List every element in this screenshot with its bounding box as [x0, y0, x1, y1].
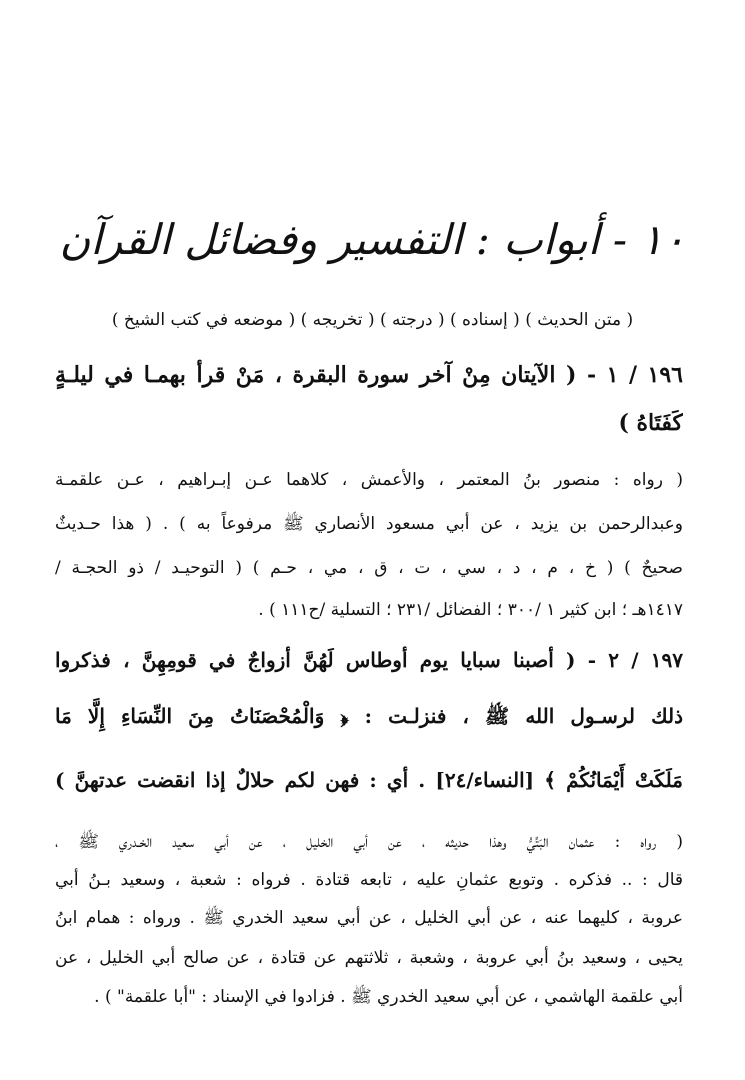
hadith-197-notes-line-1: ( رواه : عثمان البَتِّيُّ وهذا حديثه ، عن أبي الخليل ، عن أبي سعيد الخـدري ﷺ ،	[55, 832, 683, 852]
hadith-197-notes-line-4: يحيى ، وسعيد بنُ أبي عروبة ، وشعبة ، ثلاثتهم عن قتادة ، عن صالح أبي الخليل ، عن	[55, 948, 683, 968]
hadith-196-notes-line-2: وعبدالرحمن بن يزيد ، عن أبي مسعود الأنصاري ﷺ مرفوعاً به ) . ( هذا حـديثٌ	[55, 514, 683, 534]
hadith-197-matn-line-1: ١٩٧ / ٢ - ( أصبنا سبايا يوم أوطاس لَهُنَّ أزواجٌ في قومِهِنَّ ، فذكروا	[55, 648, 683, 672]
hadith-196-matn-line-1: ١٩٦ / ١ - ( الآيتان مِنْ آخر سورة البقرة ، مَنْ قرأ بهمـا في ليلـةٍ	[55, 362, 683, 388]
hadith-197-notes-line-2: قال : .. فذكره . وتوبع عثمانِ عليه ، تابعه قتادة . فرواه : شعبة ، وسعيد بـنُ أبي	[55, 870, 683, 890]
hadith-196-notes-line-3: صحيحٌ ) ( خ ، م ، د ، سي ، ت ، ق ، مي ، حـم ) ( التوحيـد / ذو الحجـة /	[55, 558, 683, 578]
hadith-197-matn-line-3: مَلَكَتْ أَيْمَانُكُمْ ﴾ [النساء/٢٤] . أي : فهن لكم حلالٌ إذا انقضت عدتهنَّ )	[55, 768, 683, 792]
hadith-197-notes-line-3: عروبة ، كليهما عنه ، عن أبي الخليل ، عن أبي سعيد الخدري ﷺ . ورواه : همام ابنُ	[55, 908, 683, 928]
chapter-title: ١٠ - أبواب : التفسير وفضائل القرآن	[59, 215, 686, 264]
hadith-196-notes-line-1: ( رواه : منصور بنُ المعتمر ، والأعمش ، كلاهما عـن إبـراهيم ، عـن علقمـة	[55, 470, 683, 490]
hadith-196-notes-line-4: ١٤١٧هـ ؛ ابن كثير ١ /٣٠٠ ؛ الفضائل /٢٣١ ؛ التسلية /ح١١١ ) .	[258, 600, 683, 620]
hadith-196-matn-line-2: كَفَتَاهُ )	[618, 410, 683, 436]
column-legend: ( متن الحديث ) ( إسناده ) ( درجته ) ( تخريجه ) ( موضعه في كتب الشيخ )	[111, 310, 634, 330]
hadith-197-matn-line-2: ذلك لرسـول الله ﷺ ، فنزلـت : ﴿ وَالْمُحْصَنَاتُ مِنَ النِّسَاءِ إِلَّا مَا	[55, 704, 683, 728]
hadith-197-notes-line-5: أبي علقمة الهاشمي ، عن أبي سعيد الخدري ﷺ . فزادوا في الإسناد : "أبا علقمة" ) .	[94, 987, 683, 1007]
